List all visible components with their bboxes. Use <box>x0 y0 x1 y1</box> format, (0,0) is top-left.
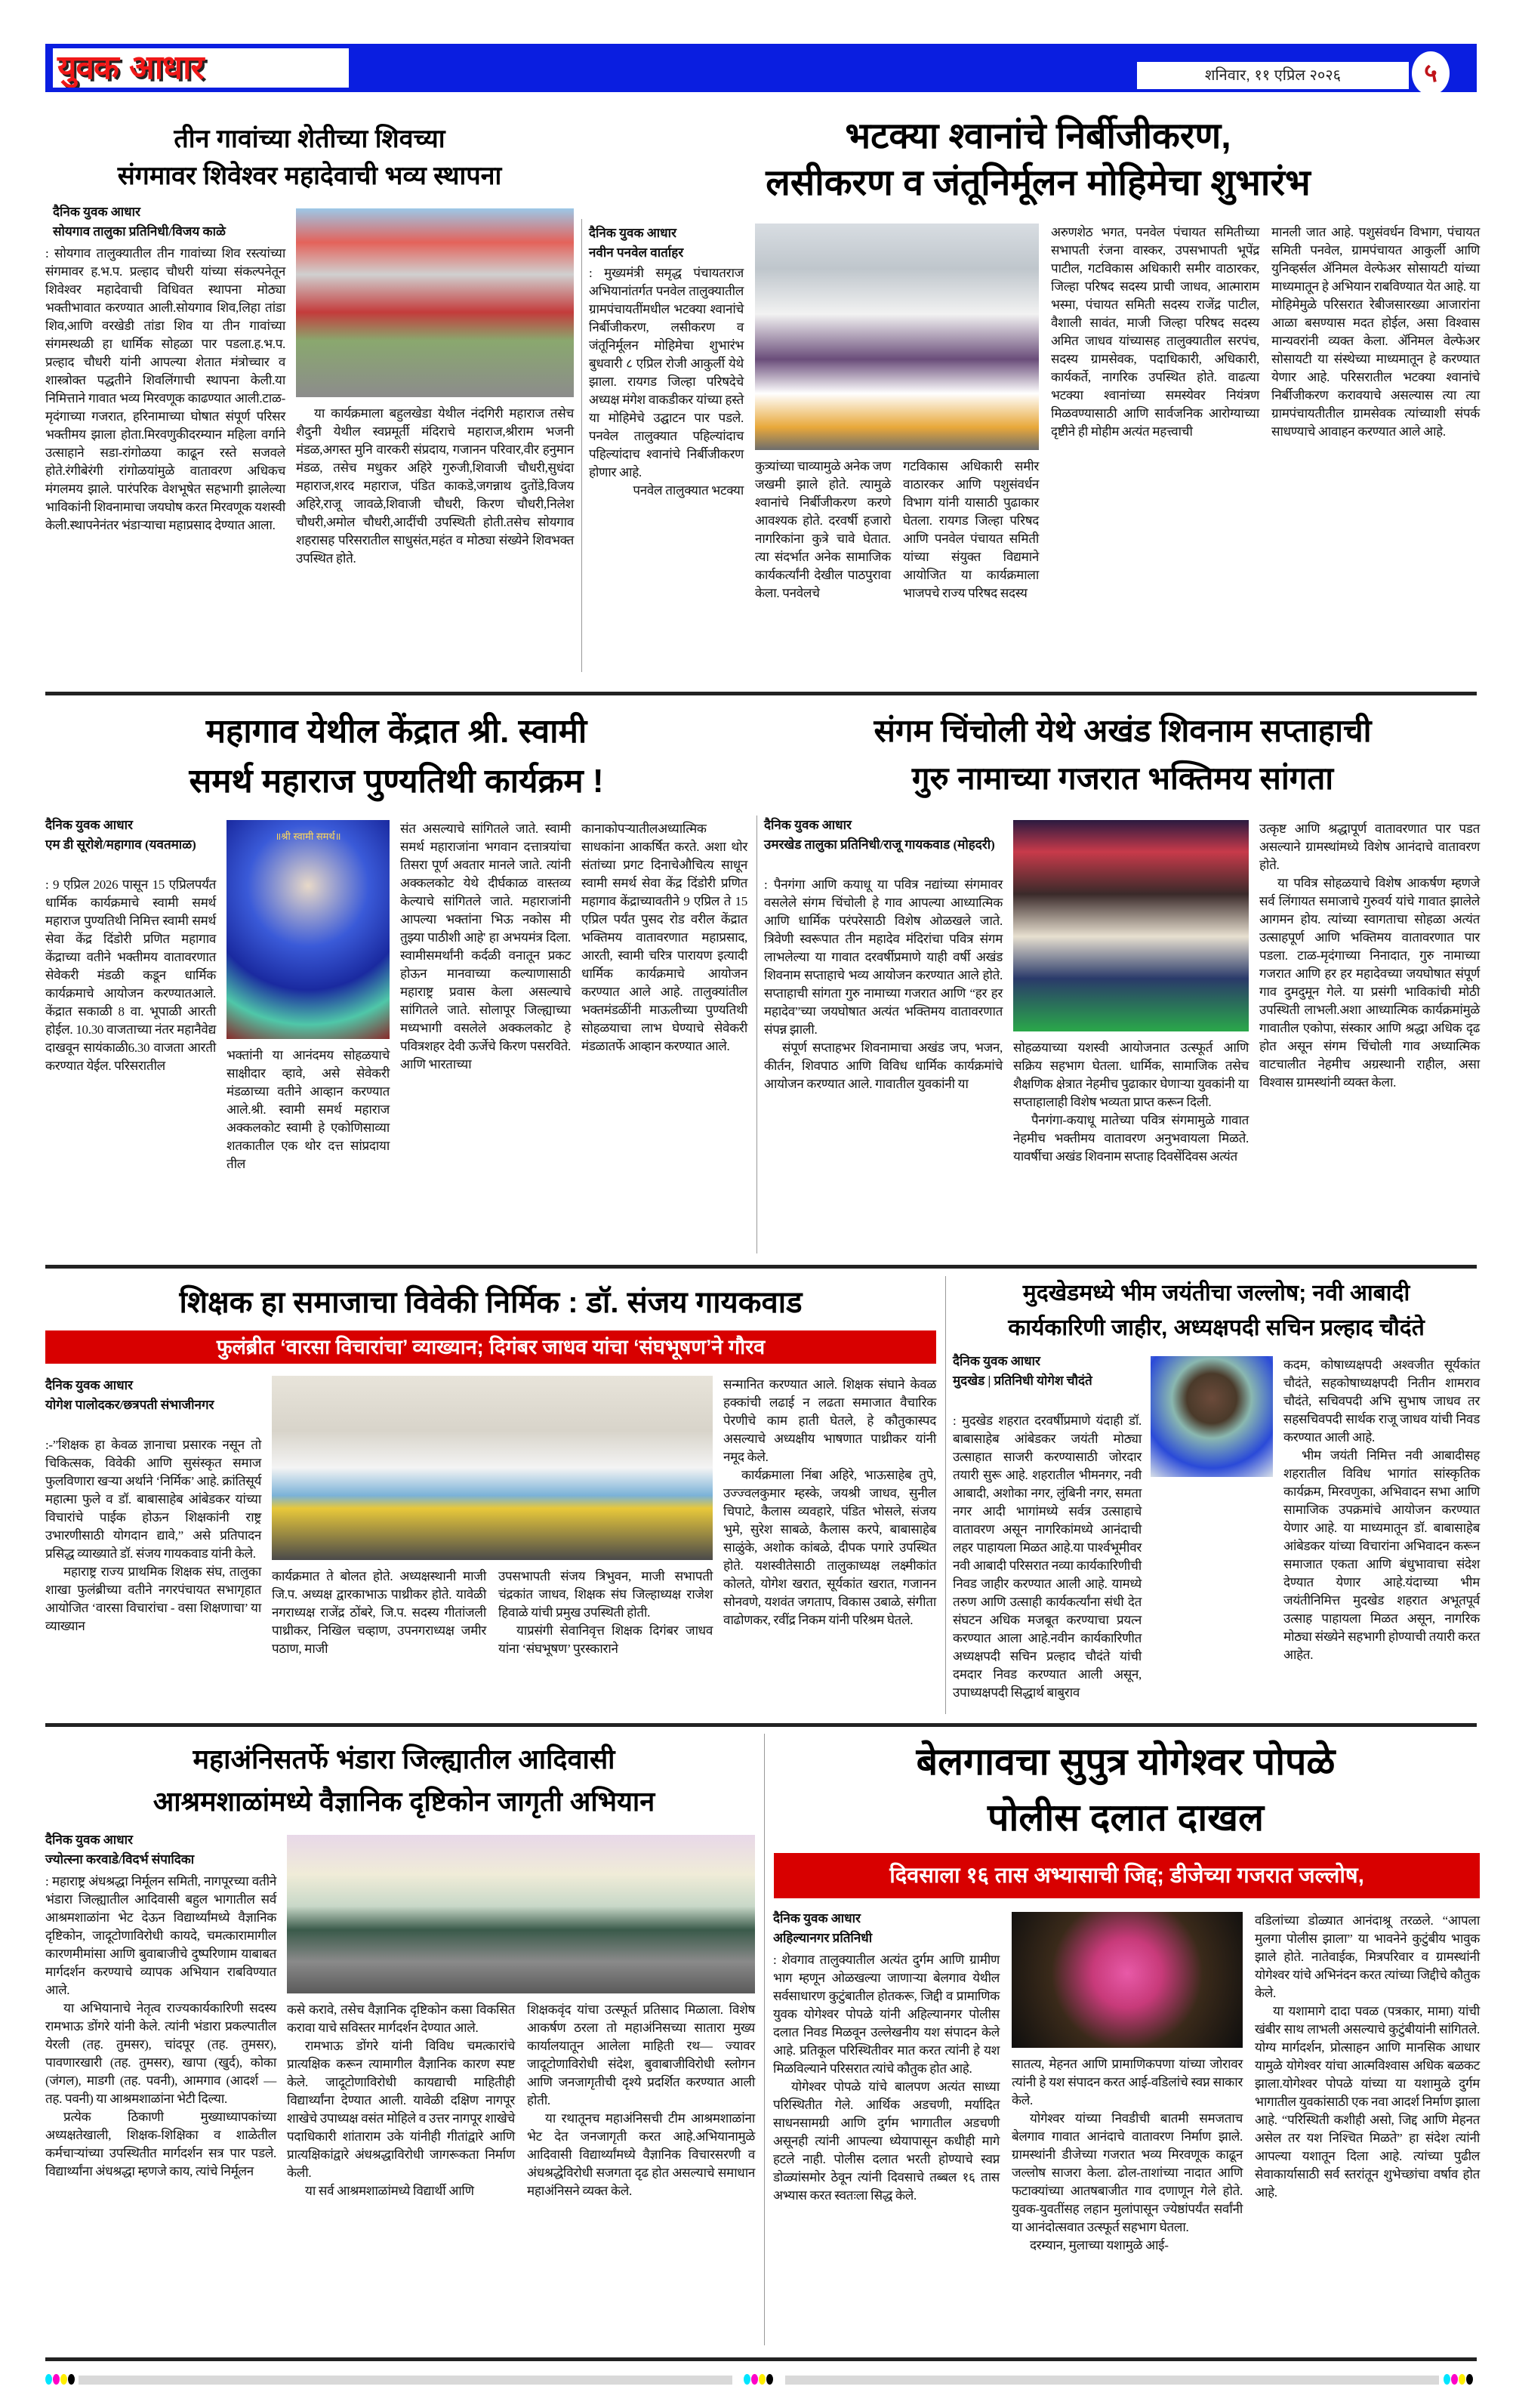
paragraph: कार्यक्रमात ते बोलत होते. अध्यक्षस्थानी माजी जि.प. अध्यक्ष द्वारकाभाऊ पाथ्रीकर होते. यावेळी नगराध्यक्ष राजेंद्र ठोंबरे, जि.प. सदस्य गीतांजली पाथ्रीकर, निखिल चव्हाण, उपनगराध्यक्ष जमीर पठाण, माजी <box>272 1569 486 1656</box>
column-divider <box>945 1276 946 1714</box>
paragraph: योगेश्वर पोपळे यांचे बालपण अत्यंत साध्या परिस्थितीत गेले. आर्थिक अडचणी, मर्यादित साधनसामग्री आणि दुर्गम भागातील अडचणी असूनही त्यांनी आपल्या ध्येयापासून कधीही मागे हटले नाही. पोलीस दलात भरती होण्याचे स्वप्न डोळ्यांसमोर ठेवून त्यांनी दिवसाचे तब्बल १६ तास अभ्यास करत स्वतःला सिद्ध केले. <box>773 2080 1000 2203</box>
paragraph: कसे करावे, तसेच वैज्ञानिक दृष्टिकोन कसा विकसित करावा याचे सविस्तर मार्गदर्शन देण्यात आले. <box>287 2003 515 2035</box>
paragraph: वडिलांच्या डोळ्यात आनंदाश्रू तरळले. “आपला मुलगा पोलीस झाला” या भावनेने कुटुंबीय भावुक झाले होते. नातेवाईक, मित्रपरिवार व ग्रामस्थांनी योगेश्वर यांचे अभिनंदन करत त्यांच्या जिद्दीचे कौतुक केले. <box>1255 1913 1480 2000</box>
paragraph: उत्कृष्ट आणि श्रद्धापूर्ण वातावरणात पार पडत असल्याने ग्रामस्थांमध्ये विशेष आनंदाचे वातावरण होते. <box>1259 822 1480 872</box>
paragraph: पनवेल तालुक्यात भटक्या <box>633 483 744 498</box>
headline-line: महागाव येथील केंद्रात श्री. स्वामी <box>205 713 587 750</box>
paragraph: कार्यक्रमाला निंबा अहिरे, भाऊसाहेब तुपे, उज्ज्वलकुमार म्हस्के, जयश्री जाधव, सुनील चिपाटे, कैलास व्यवहारे, पंडित भोसले, संजय भुमे, सुरेश साबळे, कैलास करपे, बाबासाहेब साळुंके, अशोक कांबळे, दीपक पगारे उपस्थित होते. यशस्वीतेसाठी तालुकाध्यक्ष लक्ष्मीकांत कोलते, योगेश खरात, सूर्यकांत खरात, गजानन सोनवणे, यशवंत जगताप, विकास उबाळे, संगीता वाढोणकर, रवींद्र निकम यांनी परिश्रम घेतले. <box>723 1468 936 1627</box>
article-column <box>1013 1039 1249 1166</box>
portrait-caption: ॥श्री स्वामी समर्थ॥ <box>275 831 341 842</box>
paragraph: प्रत्येक ठिकाणी मुख्याध्यापकांच्या अध्यक्षतेखाली, शिक्षक-शिक्षिका व शाळेतील कर्मचाऱ्यांच्या उपस्थितीत मार्गदर्शन सत्र पार पडले. विद्यार्थ्यांना अंधश्रद्धा म्हणजे काय, त्यांचे निर्मूलन <box>45 2110 276 2178</box>
newspaper-logo: युवक आधार <box>53 48 349 88</box>
headline-line: कार्यकारिणी जाहीर, अध्यक्षपदी सचिन प्रल्हाद चौदंते <box>1008 1315 1425 1340</box>
article-column <box>1051 224 1259 441</box>
issue-date: शनिवार, ११ एप्रिल २०२६ <box>1137 62 1409 89</box>
section-rule <box>45 1723 1477 1727</box>
article-column <box>953 1412 1142 1702</box>
article-source: दैनिक युवक आधार <box>53 205 140 219</box>
headline-line: भटक्या श्वानांचे निर्बीजीकरण, <box>845 116 1231 156</box>
section-rule <box>45 2357 1477 2361</box>
article-column <box>903 458 1039 603</box>
article-byline: अहिल्यानगर प्रतिनिधी <box>773 1931 873 1945</box>
paragraph: पैनगंगा-कयाधू मातेच्या पवित्र संगमामुळे गावात नेहमीच भक्तीमय वातावरण अनुभवायला मिळते. यावर्षीचा अखंड शिवनाम सप्ताह दिवसेंदिवस अत्यंत <box>1013 1113 1249 1164</box>
subheadline-bar: दिवसाला १६ तास अभ्यासाची जिद्द; डीजेच्या गजरात जल्लोष, <box>774 1853 1480 1898</box>
paragraph: शिक्षकवृंद यांचा उत्स्फूर्त प्रतिसाद मिळाला. विशेष आकर्षण ठरला तो महाअंनिसच्या सातारा मुख्य कार्यालयातून आलेला माहिती रथ— ज्यावर जादूटोणाविरोधी संदेश, बुवाबाजीविरोधी स्लोगन आणि जनजागृतीची दृश्ये प्रदर्शित करण्यात आली होती. <box>527 2003 755 2107</box>
paragraph: कानाकोपऱ्यातीलअध्यात्मिक साधकांना आकर्षित करते. अशा थोर संतांच्या प्रगट दिनाचेऔचित्य साधून स्वामी समर्थ सेवा केंद्र दिंडोरी प्रणित महागाव केंद्राच्यावतीने 9 एप्रिल ते 15 एप्रिल पर्यंत पुसद रोड वरील केंद्रात भक्तिमय वातावरणात महाप्रसाद, आरती, स्वामी चरित्र पारायण इत्यादी धार्मिक कार्यक्रमाचे आयोजन करण्यात आले आहे. तालुक्यांतील भक्तमंडळींनी माऊलीच्या पुण्यतिथी सोहळयाचा लाभ घेण्याचे सेवेकरी मंडळातर्फे आव्हान करण्यात आले. <box>581 822 747 1053</box>
paragraph: या अभियानाचे नेतृत्व राज्यकार्यकारिणी सदस्य रामभाऊ डोंगरे यांनी केले. त्यांनी भंडारा प्रकल्पातील येरली (तह. तुमसर), चांदपूर (तह. तुमसर), पावणारखारी (तह. तुमसर), खापा (खुर्द), कोका (जंगल), माडगी (तह. पवनी), आमगाव (आदर्श — तह. पवनी) या आश्रमशाळांना भेटी दिल्या. <box>45 2001 276 2106</box>
headline-line: तीन गावांच्या शेतीच्या शिवच्या <box>174 125 445 153</box>
paragraph: योगेश्वर यांच्या निवडीची बातमी समजताच बेलगाव गावात आनंदाचे वातावरण निर्माण झाले. ग्रामस्थांनी डीजेच्या गजरात भव्य मिरवणूक काढून जल्लोष साजरा केला. ढोल-ताशांच्या नादात आणि फटाक्यांच्या आतषबाजीत गाव दणाणून गेले होते. युवक-युवतींसह लहान मुलांपासून ज्येष्ठांपर्यंत सर्वांनी या आनंदोत्सवात उत्स्फूर्त सहभाग घेतला. <box>1012 2111 1243 2234</box>
paragraph: : सोयगाव तालुक्यातील तीन गावांच्या शिव रस्त्यांच्या संगमावर ह.भ.प. प्रल्हाद चौधरी यांच्या संकल्पनेतून शिवेश्वर महादेवाची विधिवत स्थापना मोठ्या भक्तीभावात करण्यात आली.सोयगाव शिव,लिहा तांडा शिव,आणि वरखेडी तांडा शिव या तीन गावांच्या संगमस्थळी हा धार्मिक सोहळा पार पडला.ह.भ.प. प्रल्हाद चौधरी यांनी आपल्या शेतात मंत्रोच्चार व शास्त्रोक्त पद्धतीने शिवलिंगाची स्थापना केली.या निमित्ताने गावात भव्य मिरवणूक काढण्यात आली.टाळ-मृदंगाच्या गजरात, हरिनामाच्या घोषात संपूर्ण परिसर भक्तीमय झाला होता.मिरवणुकीदरम्यान महिला वर्गाने उत्साहाने सडा-रांगोळया काढून रस्ते सजवले होते.रंगीबेरंगी रांगोळयांमुळे वातावरण अधिकच मंगलमय झाले. पारंपरिक वेशभूषेत सहभागी झालेल्या भाविकांनी शिवनामाचा जयघोष करत मिरवणूक यशस्वी केली.स्थापनेनंतर भंडाऱ्याचा महाप्रसाद देण्यात आला. <box>45 246 285 532</box>
headline-line: संगम चिंचोली येथे अखंड शिवनाम सप्ताहाची <box>874 713 1372 748</box>
felicitation-photo <box>1012 1912 1243 2048</box>
headline <box>764 707 1481 802</box>
article-column <box>45 245 285 535</box>
ribbon-cutting-photo <box>755 224 1039 450</box>
masthead <box>45 44 1477 92</box>
temple-canopy-photo <box>296 208 574 397</box>
column-divider <box>581 219 582 672</box>
headline <box>45 707 747 806</box>
article-column <box>1259 820 1480 1092</box>
paragraph: या पवित्र सोहळयाचे विशेष आकर्षण म्हणजे सर्व लिंगायत समाजाचे गुरुवर्य यांचे गावात झालेले आगमन होय. त्यांच्या स्वागताचा सोहळा अत्यंत उत्साहपूर्ण आणि भक्तिमय वातावरणात पार पडला. टाळ-मृदंगाच्या निनादात, गुरु नामाच्या गजरात आणि हर हर महादेवच्या जयघोषात संपूर्ण गाव दुमदुमून गेले. या प्रसंगी भाविकांची मोठी उपस्थिती लाभली.अशा आध्यात्मिक कार्यक्रमांमुळे गावातील एकोपा, संस्कार आणि श्रद्धा अधिक दृढ होत असून संगम चिंचोली गाव अध्यात्मिक वाटचालीत नेहमीच अग्रस्थानी राहील, असा विश्वास ग्रामस्थांनी व्यक्त केला. <box>1259 876 1480 1090</box>
article-column <box>1283 1356 1480 1664</box>
paragraph: उपसभापती संजय त्रिभुवन, माजी सभापती चंद्रकांत जाधव, शिक्षक संघ जिल्हाध्यक्ष राजेश हिवाळे यांची प्रमुख उपस्थिती होती. <box>498 1569 713 1620</box>
print-strip <box>785 2376 1439 2385</box>
paragraph: या रथातूनच महाअंनिसची टीम आश्रमशाळांना भेट देत जनजागृती करत आहे.अभियानामुळे आदिवासी विद्यार्थ्यांमध्ये वैज्ञानिक विचारसरणी व अंधश्रद्धेविरोधी सजगता दृढ होत असल्याचे समाधान महाअंनिसने व्यक्त केले. <box>527 2111 755 2198</box>
headline: शिक्षक हा समाजाचा विवेकी निर्मिक : डॉ. संजय गायकवाड <box>179 1286 803 1319</box>
ashram-school-photo <box>287 1835 755 1993</box>
paragraph: मानली जात आहे. पशुसंवर्धन विभाग, पंचायत समिती पनवेल, ग्रामपंचायत आकुर्ली आणि युनिव्हर्सल ॲनिमल वेल्फेअर सोसायटी यांच्या माध्यमातून हे अभियान राबविण्यात येत आहे. या मोहिमेमुळे परिसरात रेबीजसारख्या आजारांना आळा बसण्यास मदत होईल, असा विश्वास मान्यवरांनी व्यक्त केला. ॲनिमल वेल्फेअर सोसायटी या संस्थेच्या माध्यमातून हे करण्यात येणार आहे. परिसरातील भटक्या श्वानांचे निर्बीजीकरण करावयाचे असल्यास त्या त्या ग्रामपंचायतीतील ग्रामसेवक त्यांच्याशी संपर्क साधण्याचे आवाहन करण्यात आले आहे. <box>1271 225 1480 439</box>
article-source: दैनिक युवक आधार <box>953 1354 1040 1368</box>
article-source: दैनिक युवक आधार <box>773 1911 861 1925</box>
article-column <box>45 1436 261 1636</box>
teachers-group-photo <box>272 1376 713 1560</box>
paragraph: भक्तांनी या आनंदमय सोहळयाचे साक्षीदार व्हावे, असे सेवेकरी मंडळाच्या वतीने आव्हान करण्यात आले.श्री. स्वामी समर्थ महाराज अक्कलकोट स्वामी हे एकोणिसाव्या शतकातील एक थोर दत्त सांप्रदाया तील <box>226 1048 390 1171</box>
article-byline: नवीन पनवेल वार्ताहर <box>589 245 684 260</box>
article-column <box>1271 224 1480 441</box>
paragraph: या सर्व आश्रमशाळांमध्ये विद्यार्थी आणि <box>305 2184 474 2198</box>
paragraph: : महाराष्ट्र अंधश्रद्धा निर्मूलन समिती, नागपूरच्या वतीने भंडारा जिल्ह्यातील आदिवासी बहुल भागातील सर्व आश्रमशाळांना भेट देऊन विद्यार्थ्यांमध्ये वैज्ञानिक दृष्टिकोन, जादूटोणाविरोधी कायदे, चमत्कारामागील कारणमीमांसा आणि बुवाबाजीचे दुष्परिणाम याबाबत मार्गदर्शन करण्याचे व्यापक अभियान राबविण्यात आले. <box>45 1874 276 1997</box>
paragraph: : मुख्यमंत्री समृद्ध पंचायतराज अभियानांतर्गत पनवेल तालुक्यातील ग्रामपंचायतींमधील भटक्या श्वानांचे निर्बीजीकरण, लसीकरण व जंतूनिर्मूलन मोहिमेचा शुभारंभ बुधवारी ८ एप्रिल रोजी आकुर्ली येथे झाला. रायगड जिल्हा परिषदेचे अध्यक्ष मंगेश वाकडीकर यांच्या हस्ते या मोहिमेचे उद्घाटन पार पडले. पनवेल तालुक्यात पहिल्यांदाच पहिल्यांदाच श्वानांचे निर्बीजीकरण होणार आहे. <box>589 266 744 479</box>
paragraph: दरम्यान, मुलाच्या यशामुळे आई- <box>1030 2238 1169 2252</box>
headline-line: महाअंनिसतर्फे भंडारा जिल्ह्यातील आदिवासी <box>193 1744 615 1774</box>
article-column <box>272 1568 486 1658</box>
paragraph: संपूर्ण सप्ताहभर शिवनामाचा अखंड जप, भजन, कीर्तन, शिवपाठ आणि विविध धार्मिक कार्यक्रमांचे आयोजन करण्यात आले. गावातील युवकांनी या <box>764 1041 1003 1091</box>
paragraph: अरुणशेठ भगत, पनवेल पंचायत समितीच्या सभापती रंजना वास्कर, उपसभापती भूपेंद्र पाटील, गटविकास अधिकारी समीर वाठारकर, जिल्हा परिषद सदस्य प्राची जाधव, आत्माराम भस्मा, पंचायत समिती सदस्य राजेंद्र पाटील, वैशाली सावंत, माजी जिल्हा परिषद सदस्य अमित जाधव यांच्यासह तालुक्यातील सरपंच, सदस्य ग्रामसेवक, पदाधिकारी, अधिकारी, कार्यकर्ते, नागरिक उपस्थित होते. वाढत्या भटक्या श्वानांच्या समस्येवर नियंत्रण मिळवण्यासाठी आणि सार्वजनिक आरोग्याच्या दृष्टीने ही मोहीम अत्यंत महत्त्वाची <box>1051 225 1259 439</box>
print-strip <box>79 2376 732 2385</box>
column-divider <box>756 816 757 1253</box>
article-byline: उमरखेड तालुका प्रतिनिधी/राजू गायकवाड (मोहदरी) <box>764 837 995 852</box>
headline <box>596 113 1480 208</box>
article-column <box>589 264 744 500</box>
cmyk-registration-marks <box>1444 2374 1474 2385</box>
article-source: दैनिक युवक आधार <box>45 818 133 832</box>
paragraph: सन्मानित करण्यात आले. शिक्षक संघाने केवळ हक्कांची लढाई न लढता समाजात वैचारिक पेरणीचे काम हाती घेतले, हे कौतुकास्पद असल्याचे अध्यक्षीय भाषणात पाथ्रीकर यांनी नमूद केले. <box>723 1377 936 1464</box>
article-byline: मुदखेड | प्रतिनिधी योगेश चौदंते <box>953 1374 1092 1388</box>
article-column <box>45 1873 276 2181</box>
article-column <box>400 820 571 1074</box>
column-divider <box>764 1734 765 2345</box>
article-column <box>287 2001 515 2200</box>
article-source: दैनिक युवक आधार <box>45 1833 133 1847</box>
headline-line: गुरु नामाच्या गजरात भक्तिमय सांगता <box>911 760 1334 796</box>
paragraph: संत असल्याचे सांगितले जाते. स्वामी समर्थ महाराजांना भगवान दत्तात्रयांचा तिसरा पूर्ण अवतार मानले जाते. त्यांनी अक्कलकोट येथे दीर्घकाळ वास्तव्य केल्याचे सांगितले जाते. महाराजांनी आपल्या भक्तांना भिऊ नकोस मी तुझ्या पाठीशी आहे' हा अभयमंत्र दिला. स्वामीसमर्थांनी कर्दळी वनातून प्रकट होऊन मानवाच्या कल्याणासाठी महाराष्ट्र प्रवास केला असल्याचे सांगितले जाते. सोलापूर जिल्ह्याच्या मध्यभागी वसलेले अक्कलकोट हे पवित्रशहर देवी ऊर्जेचे किरण पसरविते. आणि भारताच्या <box>400 822 571 1071</box>
article-source: दैनिक युवक आधार <box>45 1378 133 1392</box>
paragraph: : शेवगाव तालुक्यातील अत्यंत दुर्गम आणि ग्रामीण भाग म्हणून ओळखल्या जाणाऱ्या बेलगाव येथील सर्वसाधारण कुटुंबातील होतकरू, जिद्दी व प्रामाणिक युवक योगेश्वर पोपळे यांनी अहिल्यानगर पोलीस दलात निवड मिळवून उल्लेखनीय यश संपादन केले आहे. प्रतिकूल परिस्थितीवर मात करत त्यांनी हे यश मिळविल्याने परिसरात त्यांचे कौतुक होत आहे. <box>773 1953 1000 2076</box>
paragraph: सोहळयाच्या यशस्वी आयोजनात उत्स्फूर्त आणि सक्रिय सहभाग घेतला. धार्मिक, सामाजिक तसेच शैक्षणिक क्षेत्रात नेहमीच पुढाकार घेणाऱ्या युवकांनी या सप्ताहालाही विशेष भव्यता प्राप्त करून दिली. <box>1013 1041 1249 1109</box>
article-source: दैनिक युवक आधार <box>589 226 676 240</box>
article-byline: योगेश पालोदकर/छत्रपती संभाजीनगर <box>45 1398 214 1412</box>
paragraph: :-”शिक्षक हा केवळ ज्ञानाचा प्रसारक नसून तो चिकित्सक, विवेकी आणि सुसंस्कृत समाज फुलविणारा खऱ्या अर्थाने ‘निर्मिक’ आहे. क्रांतिसूर्य महात्मा फुले व डॉ. बाबासाहेब आंबेडकर यांच्या विचारांचे पाईक होऊन शिक्षकांनी राष्ट्र उभारणीसाठी योगदान द्यावे,” असे प्रतिपादन प्रसिद्ध व्याख्याते डॉ. संजय गायकवाड यांनी केले. <box>45 1438 261 1561</box>
headline-line: आश्रमशाळांमध्ये वैज्ञानिक दृष्टिकोन जागृती अभियान <box>153 1786 655 1817</box>
article-byline: ज्योत्स्ना करवाडे/विदर्भ संपादिका <box>45 1852 195 1867</box>
headline <box>772 1734 1480 1845</box>
page-number: ५ <box>1412 51 1450 95</box>
article-column <box>527 2001 755 2200</box>
group-night-photo <box>1013 820 1249 1031</box>
headline <box>45 121 574 196</box>
subheadline-bar: फुलंब्रीत ‘वारसा विचारांचा’ व्याख्यान; दिगंबर जाधव यांचा ‘संघभूषण’ने गौरव <box>45 1330 936 1364</box>
section-rule <box>45 1265 1477 1269</box>
article-column <box>764 876 1003 1093</box>
paragraph: महाराष्ट्र राज्य प्राथमिक शिक्षक संघ, तालुका शाखा फुलंब्रीच्या वतीने नगरपंचायत सभागृहात आयोजित ‘वारसा विचारांचा - वसा शिक्षणाचा’ या व्याख्यान <box>45 1565 261 1633</box>
paragraph: या कार्यक्रमाला बहुलखेडा येथील नंदगिरी महाराज तसेच शैदुनी येथील स्वप्नमूर्ती मंदिराचे महाराज,श्रीराम भजनी मंडळ,अगस्त मुनि वारकरी संप्रदाय, गजानन परिवार,वीर हनुमान मंडळ, तसेच मधुकर अहिरे गुरुजी,शिवाजी चौधरी,सुधंदा महाराज,शरद महाराज, पंडित काकडे,जगन्नाथ दुतोंडे,विजय अहिरे,राजू जावळे,शिवाजी चौधरी, किरण चौधरी,निलेश चौधरी,अमोल चौधरी,आदींची उपस्थिती होती.तसेच सोयगाव शहरासह परिसरातील साधुसंत,महंत व मोठ्या संख्येने शिवभक्त उपस्थित होते. <box>296 406 574 566</box>
paragraph: सातत्य, मेहनत आणि प्रामाणिकपणा यांच्या जोरावर त्यांनी हे यश संपादन करत आई-वडिलांचे स्वप्न साकार केले. <box>1012 2057 1243 2107</box>
paragraph: : मुदखेड शहरात दरवर्षीप्रमाणे यंदाही डॉ. बाबासाहेब आंबेडकर जयंती मोठ्या उत्साहात साजरी करण्यासाठी जोरदार तयारी सुरू आहे. शहरातील भीमनगर, नवी आबादी, अशोका नगर, लुंबिनी नगर, समता नगर आदी भागांमध्ये सर्वत्र उत्साहाचे वातावरण असून नागरिकांमध्ये आनंदाची लहर पाहायला मिळत आहे.या पार्श्वभूमीवर नवी आबादी परिसरात नव्या कार्यकारिणीची निवड जाहीर करण्यात आली आहे. यामध्ये तरुण आणि उत्साही कार्यकर्त्यांना संधी देत संघटन अधिक मजबूत करण्याचा प्रयत्न करण्यात आला आहे.नवीन कार्यकारिणीत अध्यक्षपदी सचिन प्रल्हाद चौदंते यांची दमदार निवड करण्यात आली असून, उपाध्यक्षपदी सिद्धार्थ बाबुराव <box>953 1414 1142 1700</box>
article-column <box>581 820 747 1056</box>
article-column <box>723 1376 936 1629</box>
article-column <box>296 405 574 568</box>
headline <box>953 1276 1480 1346</box>
headline-line: संगमावर शिवेश्वर महादेवाची भव्य स्थापना <box>117 162 502 191</box>
article-source: दैनिक युवक आधार <box>764 818 852 832</box>
article-column <box>1255 1912 1480 2202</box>
headline-line: मुदखेडमध्ये भीम जयंतीचा जल्लोष; नवी आबादी <box>1022 1281 1410 1306</box>
article-column <box>498 1568 713 1658</box>
article-byline: एम डी सूरोशे/महागाव (यवतमाळ) <box>45 837 196 852</box>
sachin-portrait <box>1151 1356 1273 1477</box>
article-column <box>226 1047 390 1173</box>
headline-line: पोलीस दलात दाखल <box>988 1796 1264 1839</box>
headline-line: लसीकरण व जंतूनिर्मूलन मोहिमेचा शुभारंभ <box>766 163 1311 204</box>
section-rule <box>45 692 1477 695</box>
cmyk-registration-marks <box>45 2374 75 2385</box>
headline <box>45 1738 763 1823</box>
cmyk-registration-marks <box>744 2374 774 2385</box>
article-byline: सोयगाव तालुका प्रतिनिधी/विजय काळे <box>53 224 226 239</box>
paragraph: कुत्र्यांच्या चाव्यामुळे अनेक जण जखमी झाले होते. त्यामुळे श्वानांचे निर्बीजीकरण करणे आवश्यक होते. दरवर्षी हजारो नागरिकांना कुत्रे चावे घेतात. त्या संदर्भात अनेक सामाजिक कार्यकर्त्यांनी देखील पाठपुरावा केला. पनवेलचे <box>755 459 891 600</box>
article-column <box>45 876 216 1075</box>
paragraph: गटविकास अधिकारी समीर वाठारकर आणि पशुसंवर्धन विभाग यांनी यासाठी पुढाकार घेतला. रायगड जिल्हा परिषद आणि पनवेल पंचायत समिती यांच्या संयुक्त विद्यमाने आयोजित या कार्यक्रमाला भाजपचे राज्य परिषद सदस्य <box>903 459 1039 600</box>
paragraph: या यशामागे दादा पवळ (पत्रकार, मामा) यांची खंबीर साथ लाभली असल्याचे कुटुंबीयांनी सांगितले. योग्य मार्गदर्शन, प्रोत्साहन आणि मानसिक आधार यामुळे योगेश्वर यांचा आत्मविश्वास अधिक बळकट झाला.योगेश्वर पोपळे यांच्या या यशामुळे दुर्गम भागातील युवकांसाठी एक नवा आदर्श निर्माण झाला आहे. “परिस्थिती कशीही असो, जिद्द आणि मेहनत असेल तर यश निश्चित मिळते” हा संदेश त्यांनी आपल्या यशातून दिला आहे. त्यांच्या पुढील सेवाकार्यासाठी सर्व स्तरांतून शुभेच्छांचा वर्षाव होत आहे. <box>1255 2004 1480 2200</box>
article-column <box>1012 2055 1243 2255</box>
paragraph: : 9 एप्रिल 2026 पासून 15 एप्रिलपर्यंत धार्मिक कार्यक्रमाचे स्वामी समर्थ महाराज पुण्यतिथी निमित्त स्वामी समर्थ सेवा केंद्र दिंडोरी प्रणित महागाव केंद्राच्या वतीने भक्तीमय वातावरणात सेवेकरी मंडळी कडून धार्मिक कार्यक्रमाचे आयोजन करण्यातआले. केंद्रात सकाळी 8 वा. भूपाळी आरती होईल. 10.30 वाजताच्या नंतर महानैवेद्य दाखवून सायंकाळी6.30 वाजता आरती करण्यात येईल. परिसरातील <box>45 877 216 1073</box>
paragraph: रामभाऊ डोंगरे यांनी विविध चमत्कारांचे प्रात्यक्षिक करून त्यामागील वैज्ञानिक कारण स्पष्ट केले. जादूटोणाविरोधी कायद्याची माहितीही विद्यार्थ्यांना देण्यात आली. यावेळी दक्षिण नागपूर शाखेचे उपाध्यक्ष वसंत मोहिले व उत्तर नागपूर शाखेचे पदाधिकारी शांताराम उके यांनीही गीतांद्वारे आणि प्रात्यक्षिकांद्वारे अंधश्रद्धाविरोधी जागरूकता निर्माण केली. <box>287 2039 515 2180</box>
article-column <box>773 1951 1000 2205</box>
headline-line: समर्थ महाराज पुण्यतिथी कार्यक्रम ! <box>189 763 604 800</box>
article-column <box>755 458 891 603</box>
paragraph: कदम, कोषाध्यक्षपदी अश्वजीत सूर्यकांत चौदंते, सहकोषाध्यक्षपदी नितीन शामराव चौदंते, सचिवपदी अभि सुभाष जाधव तर सहसचिवपदी सार्थक राजू जाधव यांची निवड करण्यात आली आहे. <box>1283 1358 1480 1444</box>
swami-samarth-portrait <box>226 820 390 1039</box>
paragraph: भीम जयंती निमित्त नवी आबादीसह शहरातील विविध भागांत सांस्कृतिक कार्यक्रम, मिरवणुका, अभिवादन सभा आणि सामाजिक उपक्रमांचे आयोजन करण्यात येणार आहे. या माध्यमातून डॉ. बाबासाहेब आंबेडकर यांच्या विचारांना अभिवादन करून समाजात एकता आणि बंधुभावाचा संदेश देण्यात येणार आहे.यंदाच्या भीम जयंतीनिमित्त मुदखेड शहरात अभूतपूर्व उत्साह पाहायला मिळत असून, नागरिक मोठ्या संख्येने सहभागी होण्याची तयारी करत आहेत. <box>1283 1448 1480 1662</box>
paragraph: याप्रसंगी सेवानिवृत्त शिक्षक दिगंबर जाधव यांना ‘संघभूषण’ पुरस्काराने <box>498 1623 713 1656</box>
headline-line: बेलगावचा सुपुत्र योगेश्वर पोपळे <box>916 1740 1336 1783</box>
paragraph: : पैनगंगा आणि कयाधू या पवित्र नद्यांच्या संगमावर वसलेले संगम चिंचोली हे गाव आपल्या आध्यात्मिक आणि धार्मिक परंपरेसाठी विशेष ओळखले जाते. त्रिवेणी स्वरूपात तीन महादेव मंदिरांचा पवित्र संगम लाभलेल्या या गावात दरवर्षीप्रमाणे याही वर्षी अखंड शिवनाम सप्ताहाचे भव्य आयोजन करण्यात आले होते. सप्ताहाची सांगता गुरु नामाच्या गजरात आणि “हर हर महादेव”च्या जयघोषात अत्यंत भक्तिमय वातावरणात संपन्न झाली. <box>764 877 1003 1037</box>
